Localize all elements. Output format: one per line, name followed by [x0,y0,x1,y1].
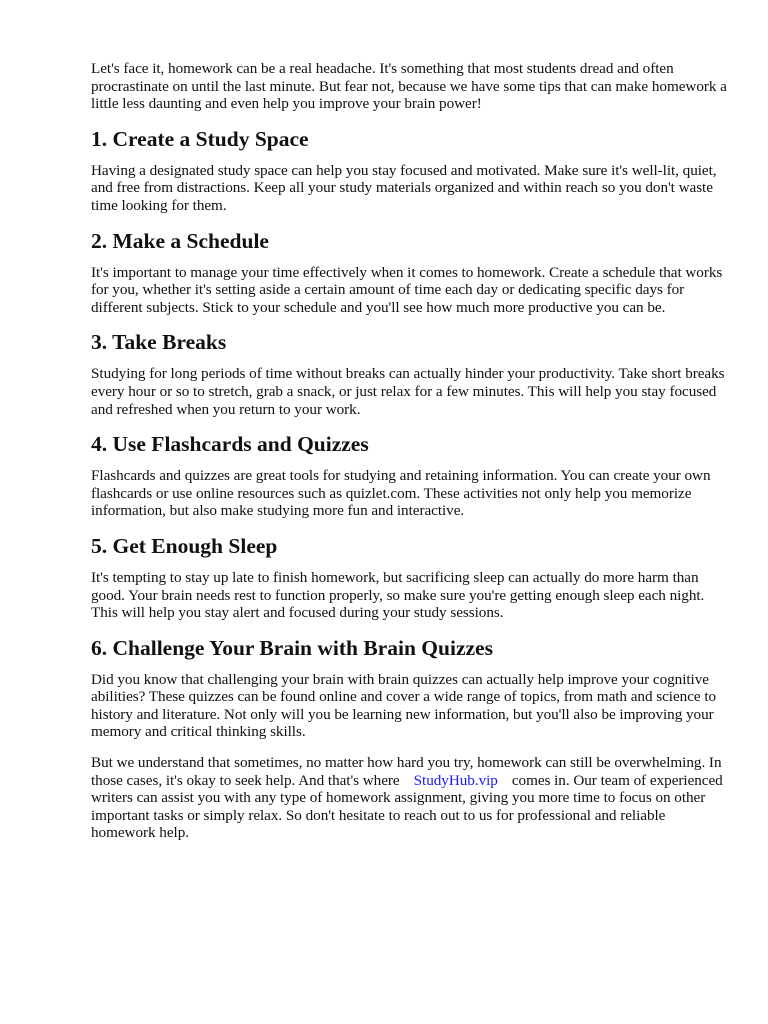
section-heading: 2. Make a Schedule [91,228,269,253]
studyhub-link[interactable]: StudyHub.vip [413,771,498,789]
closing-text-before-link: But we understand that sometimes, no matter how hard you try, homework can still be overwhelming. In those cases, it's okay to seek help. And that's where [91,754,722,789]
section-body: Studying for long periods of time without breaks can actually hinder your productivity. Take short breaks every hour or so to stretch, grab a snack, or just relax for a few minutes. This will help you stay focused and refreshed when you return to your work. [91,365,725,418]
section-study-space [91,126,731,215]
closing-text-after-link: comes in. Our team of experienced writers can assist you with any type of homework assignment, giving you more time to focus on other important tasks or simply relax. So don't hesitate to reach out to us for professional and reliable homework help. [91,771,723,842]
section-heading: 3. Take Breaks [91,330,227,355]
section-body: It's important to manage your time effectively when it comes to homework. Create a schedule that works for you, whether it's setting aside a certain amount of time each day or dedicating specific days for different subjects. Stick to your schedule and you'll see how much more productive you can be. [91,263,723,316]
section-brain-quizzes [91,635,731,741]
section-body: Having a designated study space can help you stay focused and motivated. Make sure it's well-lit, quiet, and free from distractions. Keep all your study materials organized and within reach so you don't waste time looking for them. [91,161,717,214]
section-schedule [91,228,731,317]
section-flashcards [91,431,731,520]
section-heading: 5. Get Enough Sleep [91,533,278,558]
intro-paragraph: Let's face it, homework can be a real headache. It's something that most students dread and often procrastinate on until the last minute. But fear not, because we have some tips that can make homework a little less daunting and even help you improve your brain power! [91,60,727,113]
section-heading: 6. Challenge Your Brain with Brain Quizzes [91,635,493,660]
document-page [91,60,731,842]
section-heading: 1. Create a Study Space [91,126,309,151]
section-heading: 4. Use Flashcards and Quizzes [91,432,369,457]
section-sleep [91,533,731,622]
section-breaks [91,329,731,418]
closing-paragraph [91,754,731,842]
section-body: Flashcards and quizzes are great tools for studying and retaining information. You can create your own flashcards or use online resources such as quizlet.com. These activities not only help you memorize information, but also make studying more fun and interactive. [91,467,711,520]
section-body: It's tempting to stay up late to finish homework, but sacrificing sleep can actually do more harm than good. Your brain needs rest to function properly, so make sure you're getting enough sleep each night. This will help you stay alert and focused during your study sessions. [91,568,705,622]
section-body: Did you know that challenging your brain with brain quizzes can actually help improve your cognitive abilities? These quizzes can be found online and cover a wide range of topics, from math and science to history and literature. Not only will you be learning new information, but you'll also be improving your memory and critical thinking skills. [91,670,717,741]
